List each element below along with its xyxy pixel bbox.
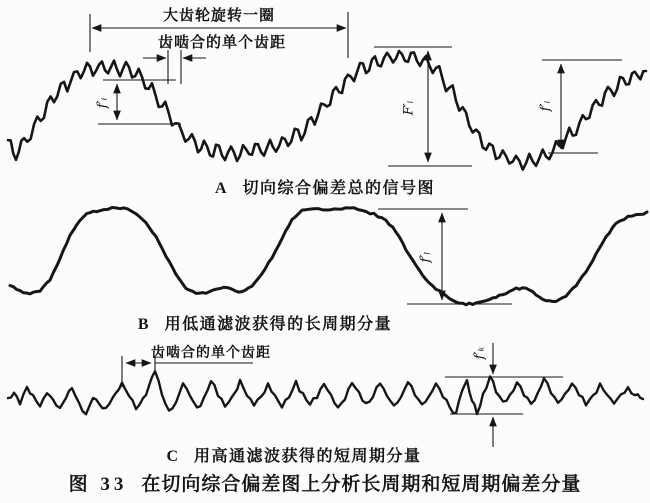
waveform-short-period — [8, 371, 643, 414]
dim-label-fk: f′ₖ — [472, 346, 488, 360]
caption-c-letter: C — [166, 448, 179, 465]
caption-a-letter: A — [214, 180, 227, 197]
dim-label-fi-right: f′ᵢ — [538, 100, 554, 112]
waveform-long-period — [10, 208, 647, 305]
panel-b-dimensions — [378, 209, 512, 304]
caption-c-text: 用高通滤波获得的短周期分量 — [194, 448, 422, 465]
dim-label-fl: f′ₗ — [418, 251, 434, 263]
caption-b — [0, 311, 530, 334]
single-pitch-label-a: 齿啮合的单个齿距 — [157, 35, 287, 51]
dim-label-fi-left: f′ᵢ — [95, 97, 111, 109]
caption-c — [0, 443, 588, 466]
caption-a — [0, 175, 650, 198]
figure-title — [0, 469, 650, 496]
single-pitch-label-c: 齿啮合的单个齿距 — [151, 346, 271, 361]
caption-b-text: 用低通滤波获得的长周期分量 — [164, 316, 393, 333]
figure-number: 图 33 — [68, 474, 128, 495]
figure-title-text: 在切向综合偏差图上分析长周期和短周期偏差分量 — [141, 474, 582, 495]
dim-label-Fi-total: F′ᵢ — [401, 100, 417, 116]
caption-b-letter: B — [137, 316, 149, 333]
gear-revolution-label: 大齿轮旋转一圈 — [162, 8, 276, 24]
caption-a-text: 切向综合偏差总的信号图 — [242, 180, 436, 197]
